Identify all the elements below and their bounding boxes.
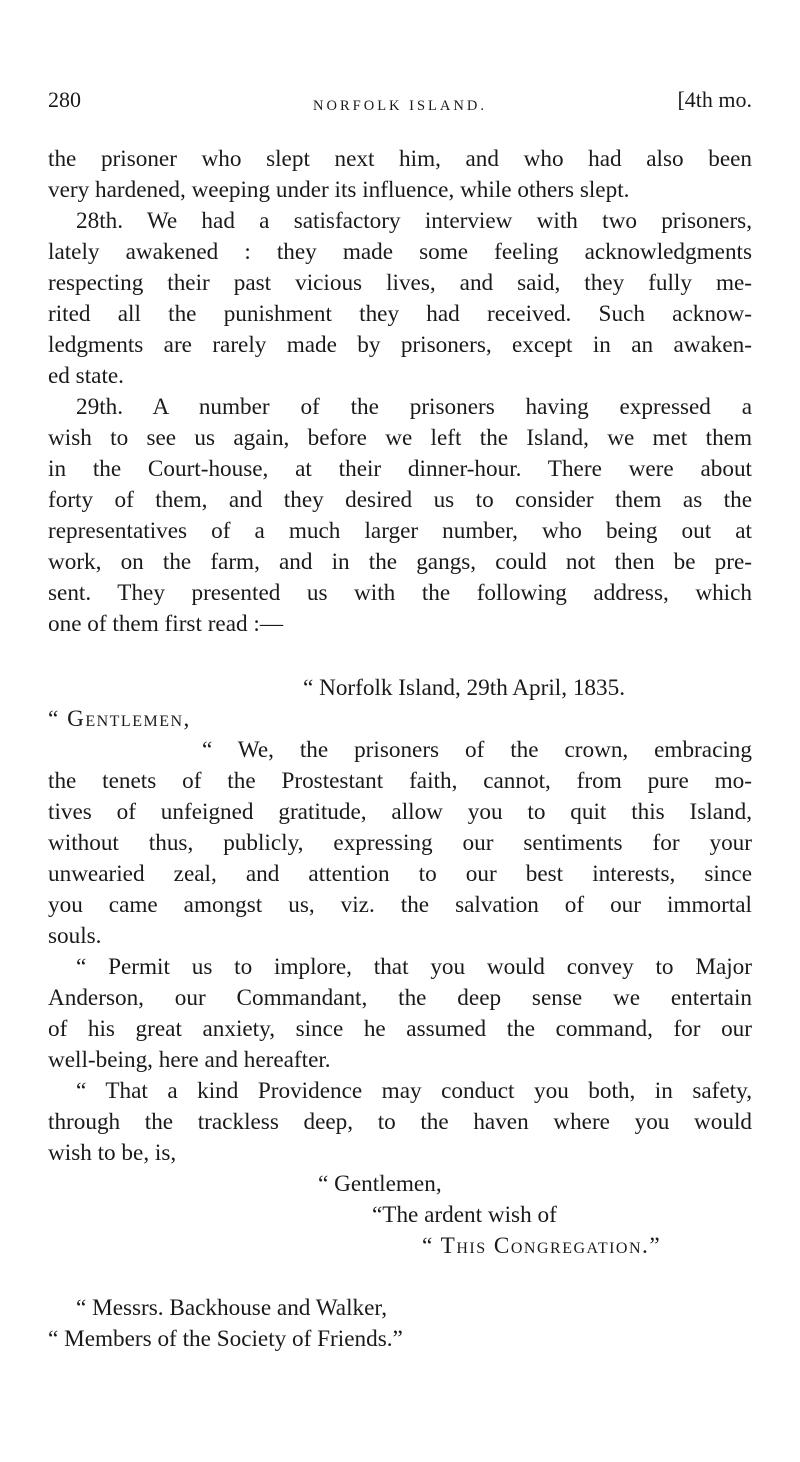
- margin-note: [4th mo.: [677, 87, 752, 112]
- running-title: NORFOLK ISLAND.: [313, 98, 487, 114]
- text-line: forty of them, and they desired us to consider them as the: [48, 487, 752, 513]
- letter-closing: “ Gentlemen,: [318, 1171, 442, 1197]
- text-line: rited all the punishment they had received. Such acknow-: [48, 301, 752, 327]
- page-number: 280: [48, 87, 81, 112]
- letter-addressee: “ Members of the Society of Friends.”: [48, 1326, 403, 1352]
- text-line: tives of unfeigned gratitude, allow you to quit this Island,: [48, 799, 752, 825]
- letter-salutation: “ Gentlemen,: [48, 706, 191, 732]
- text-line: Anderson, our Commandant, the deep sense we entertain: [48, 985, 752, 1011]
- text-line: representatives of a much larger number, who being out at: [48, 518, 752, 544]
- text-line: 29th. A number of the prisoners having expressed a: [76, 394, 752, 420]
- letter-signature: “ This Congregation.”: [422, 1233, 662, 1259]
- text-line: well-being, here and hereafter.: [48, 1047, 331, 1073]
- text-line: in the Court-house, at their dinner-hour. There were about: [48, 456, 752, 482]
- text-line: “ That a kind Providence may conduct you both, in safety,: [76, 1078, 752, 1104]
- text-line: souls.: [48, 923, 102, 949]
- text-line: ledgments are rarely made by prisoners, except in an awaken-: [48, 332, 752, 358]
- text-line: lately awakened : they made some feeling acknowledgments: [48, 239, 752, 265]
- text-line: wish to see us again, before we left the Island, we met them: [48, 425, 752, 451]
- text-line: the prisoner who slept next him, and who had also been: [48, 146, 752, 172]
- text-line: ed state.: [48, 363, 124, 389]
- text-line: of his great anxiety, since he assumed the command, for our: [48, 1016, 752, 1042]
- text-line: “ Permit us to implore, that you would convey to Major: [76, 954, 752, 980]
- letter-closing: “The ardent wish of: [372, 1202, 557, 1228]
- text-line: the tenets of the Prostestant faith, cannot, from pure mo-: [48, 768, 752, 794]
- text-line: without thus, publicly, expressing our sentiments for your: [48, 830, 752, 856]
- text-line: through the trackless deep, to the haven where you would: [48, 1109, 752, 1135]
- text-line: work, on the farm, and in the gangs, could not then be pre-: [48, 549, 752, 575]
- text-line: respecting their past vicious lives, and said, they fully me-: [48, 270, 752, 296]
- letter-dateline: “ Norfolk Island, 29th April, 1835.: [303, 675, 626, 701]
- text-line: unwearied zeal, and attention to our best interests, since: [48, 861, 752, 887]
- text-line: “ We, the prisoners of the crown, embracing: [202, 737, 752, 763]
- text-line: you came amongst us, viz. the salvation of our immortal: [48, 892, 752, 918]
- text-line: wish to be, is,: [48, 1140, 177, 1166]
- text-line: very hardened, weeping under its influence, while others slept.: [48, 177, 630, 203]
- text-line: one of them first read :—: [48, 611, 284, 637]
- text-line: 28th. We had a satisfactory interview with two prisoners,: [76, 208, 752, 234]
- letter-addressee: “ Messrs. Backhouse and Walker,: [76, 1295, 388, 1321]
- text-line: sent. They presented us with the following address, which: [48, 580, 752, 606]
